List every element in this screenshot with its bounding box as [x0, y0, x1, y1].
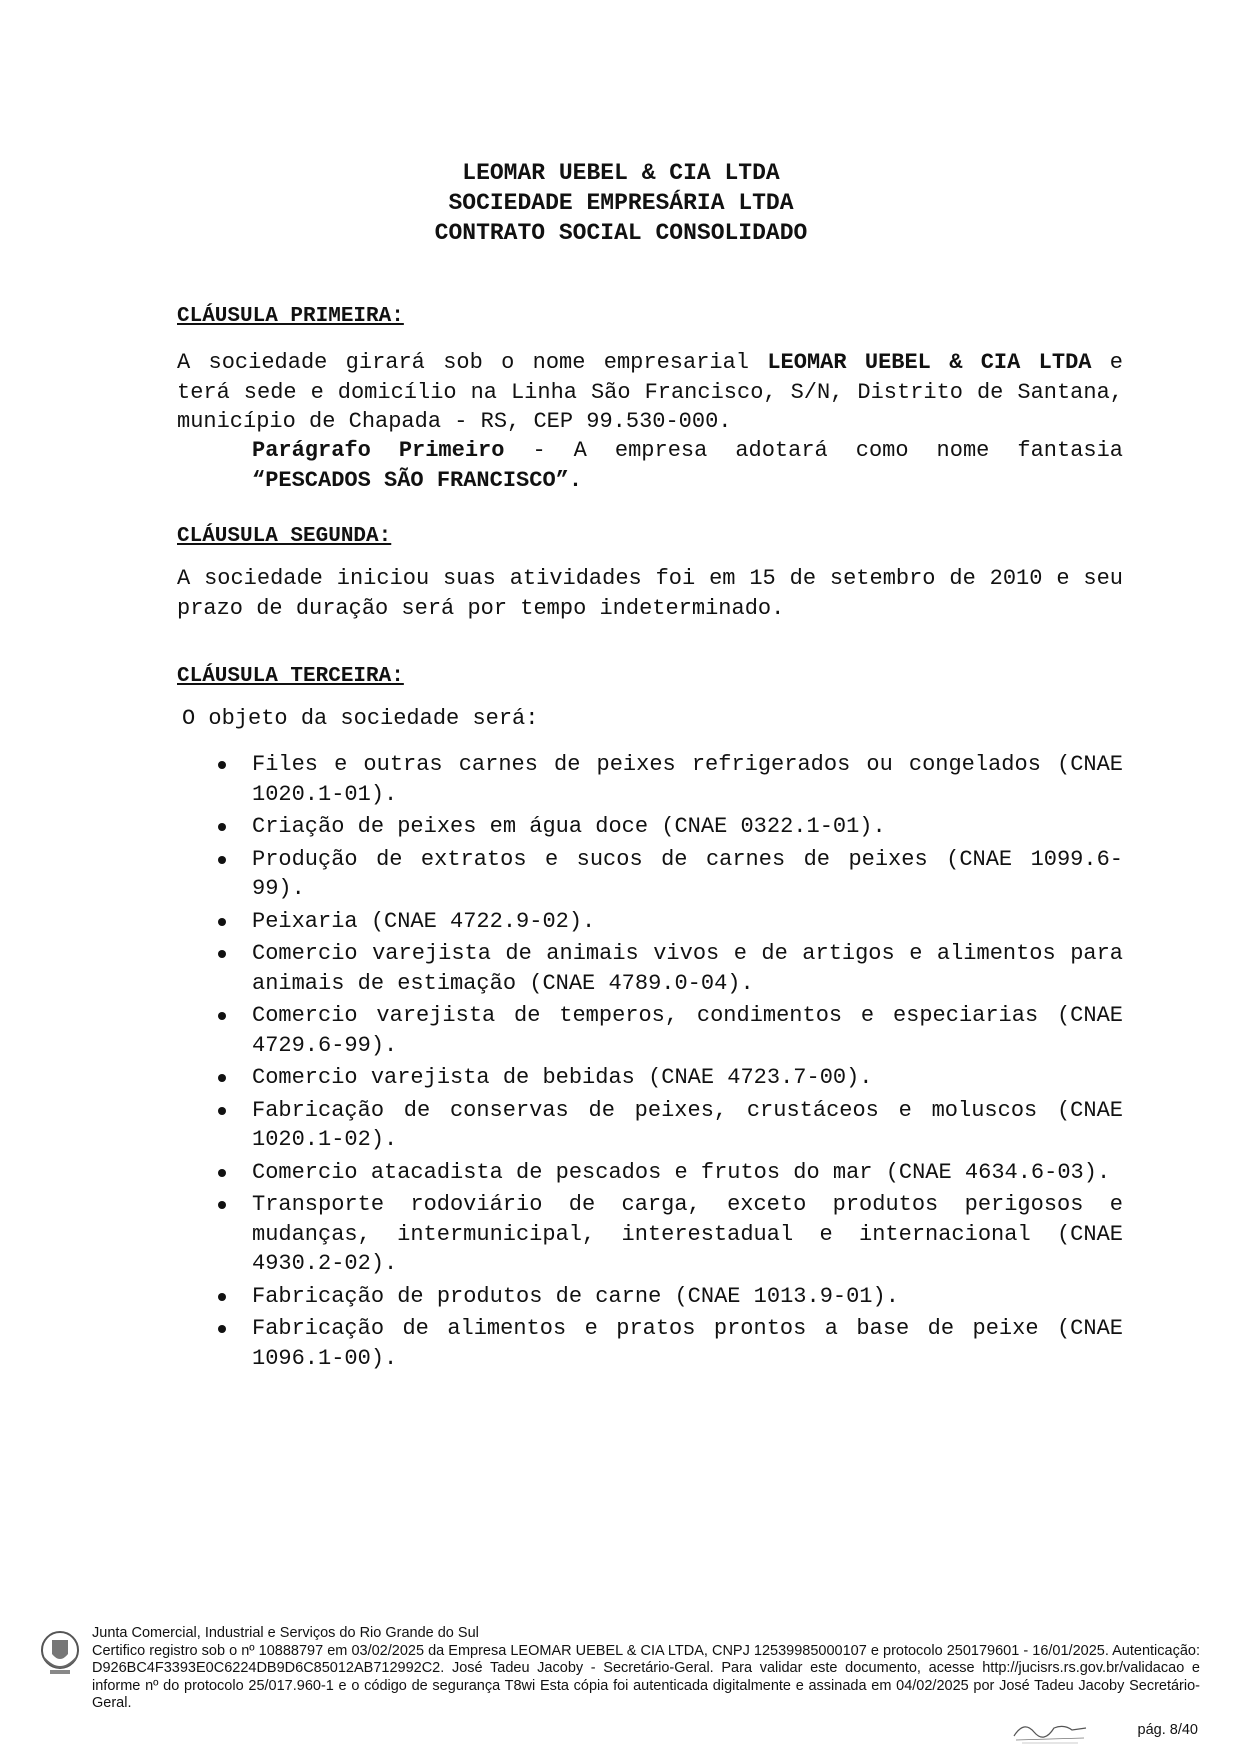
authentication-footer: [92, 1625, 1200, 1713]
coat-of-arms-icon: [38, 1628, 82, 1678]
list-item-text: Files e outras carnes de peixes refrigerados ou congelados (CNAE 1020.1-01).: [252, 752, 1123, 807]
bullet-icon: [218, 1293, 226, 1301]
clausula-segunda-heading: CLÁUSULA SEGUNDA:: [177, 525, 392, 548]
list-item-text: Transporte rodoviário de carga, exceto produtos perigosos e mudanças, intermunicipal, interestadual e internacional (CNAE 4930.2-02).: [252, 1192, 1123, 1276]
clausula-primeira-text: [177, 348, 1123, 437]
list-item-text: Criação de peixes em água doce (CNAE 0322.1-01).: [252, 814, 886, 839]
bullet-icon: [218, 1107, 226, 1115]
list-item: [177, 1096, 1123, 1155]
list-item-text: Fabricação de produtos de carne (CNAE 1013.9-01).: [252, 1283, 899, 1309]
clausula-primeira-text-b: e terá sede e domicílio na Linha São Francisco, S/N, Distrito de Santana, município de Chapada - RS, CEP 99.530-000.: [177, 350, 1124, 434]
company-type-title: SOCIEDADE EMPRESÁRIA LTDA: [448, 190, 794, 216]
contract-title: CONTRATO SOCIAL CONSOLIDADO: [434, 220, 808, 246]
bullet-icon: [218, 856, 226, 864]
signature-icon: [1010, 1716, 1090, 1746]
paragrafo-primeiro-label: Parágrafo Primeiro: [252, 438, 505, 463]
bullet-icon: [218, 1074, 226, 1082]
list-item: [177, 1001, 1123, 1060]
list-item-text: Comercio varejista de animais vivos e de artigos e alimentos para animais de estimação (CNAE 4789.0-04).: [252, 941, 1123, 996]
objeto-list: [177, 750, 1123, 1376]
bullet-icon: [218, 1325, 226, 1333]
paragrafo-primeiro: [252, 436, 1123, 495]
footer-certification-text: Certifico registro sob o nº 10888797 em 03/02/2025 da Empresa LEOMAR UEBEL & CIA LTDA, CNPJ 12539985000107 e protocolo 250179601 - 16/01/2025. Autenticação: D926BC4F3393E0C6224DB9D6C85012AB712992C2. José Tadeu Jacoby - Secretário-Geral. Para validar este documento, acesse http://jucisrs.rs.gov.br/validacao e informe nº do protocolo 25/017.960-1 e o código de segurança T8wi Esta cópia foi autenticada digitalmente e assinada em 04/02/2025 por José Tadeu Jacoby Secretário-Geral.: [92, 1642, 1200, 1711]
list-item: [177, 1063, 1123, 1093]
list-item: [177, 1282, 1123, 1312]
company-name-bold: LEOMAR UEBEL & CIA LTDA: [767, 350, 1092, 375]
nome-fantasia: “PESCADOS SÃO FRANCISCO”.: [252, 467, 583, 493]
company-name-title: LEOMAR UEBEL & CIA LTDA: [462, 160, 780, 186]
list-item: [177, 812, 1123, 842]
bullet-icon: [218, 1201, 226, 1209]
bullet-icon: [218, 1012, 226, 1020]
list-item: [177, 1314, 1123, 1373]
clausula-terceira-intro: O objeto da sociedade será:: [182, 706, 539, 731]
list-item: [177, 907, 1123, 937]
list-item: [177, 1158, 1123, 1188]
list-item-text: Produção de extratos e sucos de carnes de peixes (CNAE 1099.6-99).: [252, 846, 1123, 901]
bullet-icon: [218, 823, 226, 831]
list-item: [177, 845, 1123, 904]
list-item-text: Fabricação de conservas de peixes, crustáceos e moluscos (CNAE 1020.1-02).: [252, 1097, 1123, 1152]
bullet-icon: [218, 950, 226, 958]
clausula-primeira-text-a: A sociedade girará sob o nome empresarial: [177, 350, 768, 375]
page-number: pág. 8/40: [1137, 1722, 1198, 1738]
bullet-icon: [218, 1169, 226, 1177]
list-item-text: Comercio varejista de temperos, condimentos e especiarias (CNAE 4729.6-99).: [252, 1003, 1123, 1058]
list-item: [177, 939, 1123, 998]
list-item-text: Comercio varejista de bebidas (CNAE 4723.7-00).: [252, 1065, 873, 1090]
clausula-terceira-heading: CLÁUSULA TERCEIRA:: [177, 665, 404, 688]
bullet-icon: [218, 918, 226, 926]
list-item: [177, 750, 1123, 809]
document-header: [0, 158, 1242, 248]
clausula-segunda-text: A sociedade iniciou suas atividades foi em 15 de setembro de 2010 e seu prazo de duração será por tempo indeterminado.: [177, 566, 1123, 621]
clausula-primeira-heading: CLÁUSULA PRIMEIRA:: [177, 305, 404, 328]
list-item-text: Comercio atacadista de pescados e frutos do mar (CNAE 4634.6-03).: [252, 1159, 1111, 1185]
list-item: [177, 1190, 1123, 1279]
list-item-text: Fabricação de alimentos e pratos prontos a base de peixe (CNAE 1096.1-00).: [252, 1316, 1123, 1371]
bullet-icon: [218, 761, 226, 769]
list-item-text: Peixaria (CNAE 4722.9-02).: [252, 908, 596, 934]
paragrafo-primeiro-text: - A empresa adotará como nome fantasia: [504, 438, 1123, 463]
footer-institution: Junta Comercial, Industrial e Serviços do Rio Grande do Sul: [92, 1625, 479, 1641]
